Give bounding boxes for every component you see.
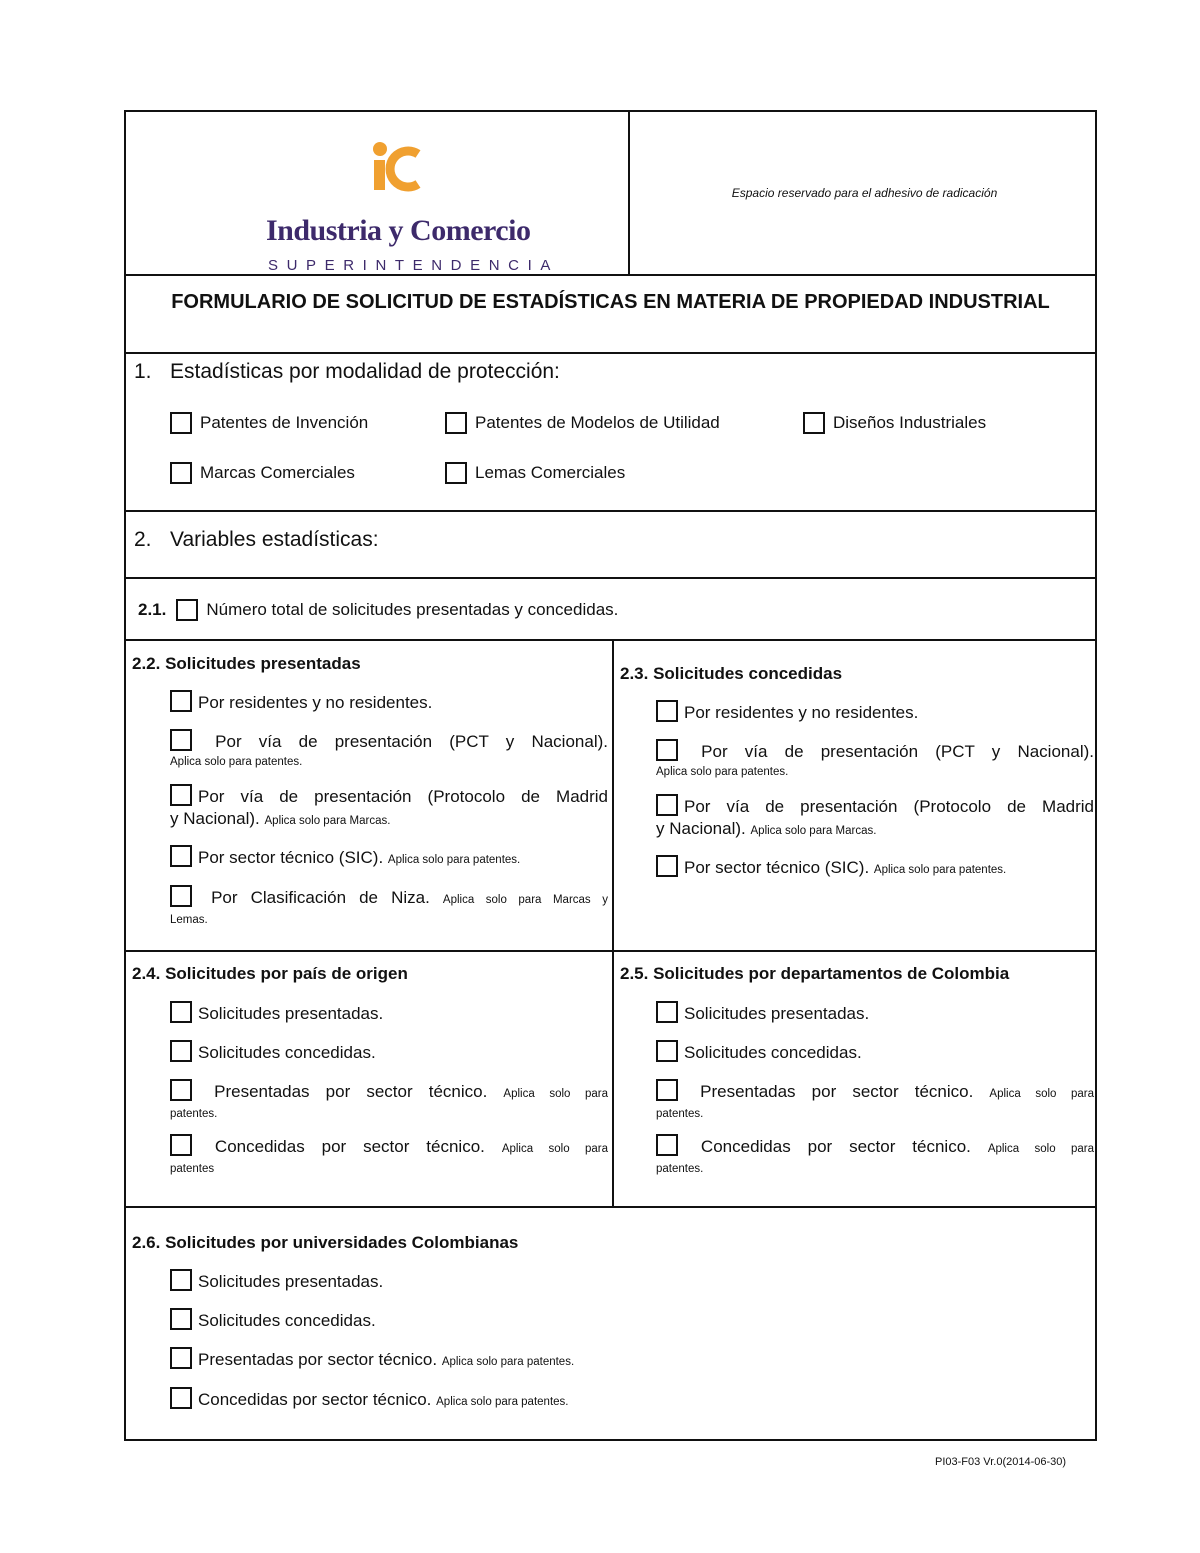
- item-note-line2: patentes.: [656, 1108, 704, 1120]
- option-lemas-comerciales[interactable]: [445, 462, 625, 484]
- s25-item-concedidas[interactable]: [656, 1040, 1094, 1064]
- s26-item-concedidas[interactable]: [170, 1308, 770, 1332]
- option-label: Patentes de Invención: [200, 413, 369, 432]
- item-note: Aplica solo para patentes.: [873, 864, 1007, 876]
- s25-item-presentadas-sector[interactable]: [656, 1079, 1094, 1123]
- checkbox[interactable]: [170, 845, 192, 867]
- s24-item-concedidas[interactable]: [170, 1040, 608, 1064]
- form-code: PI03-F03 Vr.0(2014-06-30): [935, 1456, 1067, 1468]
- item-label: Presentadas por sector técnico.: [214, 1082, 488, 1101]
- column-divider-upper: [612, 639, 614, 950]
- item-label: Solicitudes presentadas.: [198, 1272, 384, 1291]
- option-label: Número total de solicitudes presentadas y concedidas.: [206, 600, 619, 619]
- option-modelos-utilidad[interactable]: [445, 412, 720, 434]
- rule-title: [126, 352, 1095, 354]
- s24-title: 2.4. Solicitudes por país de origen: [132, 964, 408, 983]
- rule-s22-s23: [126, 950, 1095, 952]
- s24-item-presentadas[interactable]: [170, 1001, 608, 1025]
- checkbox[interactable]: [656, 1001, 678, 1023]
- checkbox[interactable]: [170, 1001, 192, 1023]
- checkbox[interactable]: [656, 855, 678, 877]
- option-label: Diseños Industriales: [833, 413, 987, 432]
- item-note: Aplica solo para: [503, 1088, 608, 1100]
- item-label: Solicitudes presentadas.: [684, 1004, 870, 1023]
- checkbox[interactable]: [656, 700, 678, 722]
- s23-item-madrid[interactable]: [656, 794, 1094, 842]
- checkbox[interactable]: [803, 412, 825, 434]
- section2-heading: [134, 528, 379, 552]
- item-label: Presentadas por sector técnico.: [700, 1082, 974, 1101]
- checkbox[interactable]: [170, 690, 192, 712]
- checkbox[interactable]: [445, 412, 467, 434]
- s22-item-sector[interactable]: [170, 845, 608, 871]
- form-frame: [124, 110, 1097, 1441]
- rule-section2: [126, 577, 1095, 579]
- option-label: Patentes de Modelos de Utilidad: [475, 413, 720, 432]
- checkbox[interactable]: [170, 1040, 192, 1062]
- item-note: Aplica solo para patentes.: [656, 766, 789, 778]
- rule-section1: [126, 510, 1095, 512]
- form-title: FORMULARIO DE SOLICITUD DE ESTADÍSTICAS EN MATERIA DE PROPIEDAD INDUSTRIAL: [171, 291, 1050, 313]
- item-note: Aplica solo para patentes.: [170, 756, 303, 768]
- option-label: Lemas Comerciales: [475, 463, 626, 482]
- s25-item-concedidas-sector[interactable]: [656, 1134, 1094, 1178]
- item-label: Por vía de presentación (PCT y Nacional).: [701, 742, 1094, 761]
- section2-heading-text: Variables estadísticas:: [170, 528, 379, 551]
- item-label: Presentadas por sector técnico.: [198, 1350, 438, 1369]
- s25-item-presentadas[interactable]: [656, 1001, 1094, 1025]
- option-marcas-comerciales[interactable]: [170, 462, 355, 484]
- s26-item-presentadas[interactable]: [170, 1269, 770, 1293]
- item-label: Concedidas por sector técnico.: [700, 1137, 971, 1156]
- s26-item-concedidas-sector[interactable]: [170, 1387, 770, 1413]
- section1-heading-text: Estadísticas por modalidad de protección:: [170, 360, 560, 383]
- checkbox[interactable]: [170, 462, 192, 484]
- item-note: Aplica solo para Marcas.: [750, 825, 877, 837]
- option-label: Marcas Comerciales: [200, 463, 355, 482]
- option-patentes-invencion[interactable]: [170, 412, 368, 434]
- s24-item-concedidas-sector[interactable]: [170, 1134, 608, 1178]
- item-label: Por residentes y no residentes.: [684, 703, 919, 722]
- s23-item-residentes[interactable]: [656, 700, 1094, 724]
- item-label: Por Clasificación de Niza.: [211, 888, 430, 907]
- s22-title: 2.2. Solicitudes presentadas: [132, 654, 361, 673]
- logo-name: Industria y Comercio: [266, 214, 531, 247]
- item-note: Aplica solo para patentes.: [436, 1396, 569, 1408]
- item-label: Por vía de presentación (Protocolo de Madrid: [198, 787, 608, 806]
- checkbox[interactable]: [170, 784, 192, 806]
- checkbox[interactable]: [170, 1079, 192, 1101]
- checkbox[interactable]: [170, 885, 192, 907]
- item-note-line2: Lemas.: [170, 914, 208, 926]
- item-note: Aplica solo para: [987, 1143, 1095, 1155]
- checkbox[interactable]: [170, 1269, 192, 1291]
- s23-title: 2.3. Solicitudes concedidas: [620, 664, 843, 683]
- logo-ic-mark: [368, 140, 428, 200]
- s21-number: 2.1.: [138, 600, 167, 619]
- item-note: Aplica solo para patentes.: [441, 1356, 575, 1368]
- s22-item-madrid[interactable]: [170, 784, 608, 832]
- item-label: Solicitudes presentadas.: [198, 1004, 384, 1023]
- rule-header: [126, 274, 1095, 276]
- s22-item-niza[interactable]: [170, 885, 608, 929]
- item-note-line2: patentes.: [170, 1108, 218, 1120]
- s22-item-residentes[interactable]: [170, 690, 608, 714]
- item-label: Por sector técnico (SIC).: [198, 848, 384, 867]
- s26-item-presentadas-sector[interactable]: [170, 1347, 770, 1373]
- rule-s24-s25: [126, 1206, 1095, 1208]
- checkbox[interactable]: [170, 1347, 192, 1369]
- item-note-line2: patentes.: [656, 1163, 704, 1175]
- logo: [266, 136, 559, 274]
- item-label: Por sector técnico (SIC).: [684, 858, 870, 877]
- checkbox[interactable]: [170, 729, 192, 751]
- item-label: Solicitudes concedidas.: [198, 1311, 376, 1330]
- item-note: Aplica solo para Marcas y: [442, 894, 608, 906]
- s26-title: 2.6. Solicitudes por universidades Colombianas: [132, 1233, 519, 1252]
- reserved-space-note: Espacio reservado para el adhesivo de radicación: [731, 186, 998, 200]
- checkbox[interactable]: [656, 794, 678, 816]
- s23-item-sector[interactable]: [656, 855, 1094, 881]
- section1-number: 1.: [134, 360, 152, 383]
- section2-number: 2.: [134, 528, 152, 551]
- checkbox[interactable]: [170, 412, 192, 434]
- item-label: Por vía de presentación (Protocolo de Madrid: [684, 797, 1094, 816]
- rule-s21: [126, 639, 1095, 641]
- checkbox[interactable]: [656, 1134, 678, 1156]
- checkbox[interactable]: [656, 739, 678, 761]
- s24-item-presentadas-sector[interactable]: [170, 1079, 608, 1123]
- checkbox[interactable]: [170, 1308, 192, 1330]
- item-label: Por vía de presentación (PCT y Nacional).: [215, 732, 608, 751]
- item-note: Aplica solo para patentes.: [387, 854, 521, 866]
- item-note: Aplica solo para: [501, 1143, 609, 1155]
- option-total-solicitudes[interactable]: [138, 599, 618, 621]
- item-label-line2: y Nacional).: [656, 819, 746, 838]
- item-label: Concedidas por sector técnico.: [214, 1137, 485, 1156]
- option-disenos-industriales[interactable]: [803, 412, 986, 434]
- item-label: Concedidas por sector técnico.: [198, 1390, 432, 1409]
- item-label: Solicitudes concedidas.: [198, 1043, 376, 1062]
- item-label-line2: y Nacional).: [170, 809, 260, 828]
- checkbox[interactable]: [176, 599, 198, 621]
- logo-subtitle: SUPERINTENDENCIA: [268, 257, 559, 274]
- item-label: Por residentes y no residentes.: [198, 693, 433, 712]
- checkbox[interactable]: [170, 1134, 192, 1156]
- s22-item-pct[interactable]: [170, 729, 608, 771]
- checkbox[interactable]: [656, 1040, 678, 1062]
- s25-title: 2.5. Solicitudes por departamentos de Colombia: [620, 964, 1010, 983]
- checkbox[interactable]: [170, 1387, 192, 1409]
- item-note: Aplica solo para Marcas.: [264, 815, 391, 827]
- column-divider-lower: [612, 950, 614, 1206]
- item-note-line2: patentes: [170, 1163, 215, 1175]
- item-label: Solicitudes concedidas.: [684, 1043, 862, 1062]
- item-note: Aplica solo para: [989, 1088, 1094, 1100]
- s23-item-pct[interactable]: [656, 739, 1094, 781]
- checkbox[interactable]: [445, 462, 467, 484]
- section1-heading: [134, 360, 560, 384]
- checkbox[interactable]: [656, 1079, 678, 1101]
